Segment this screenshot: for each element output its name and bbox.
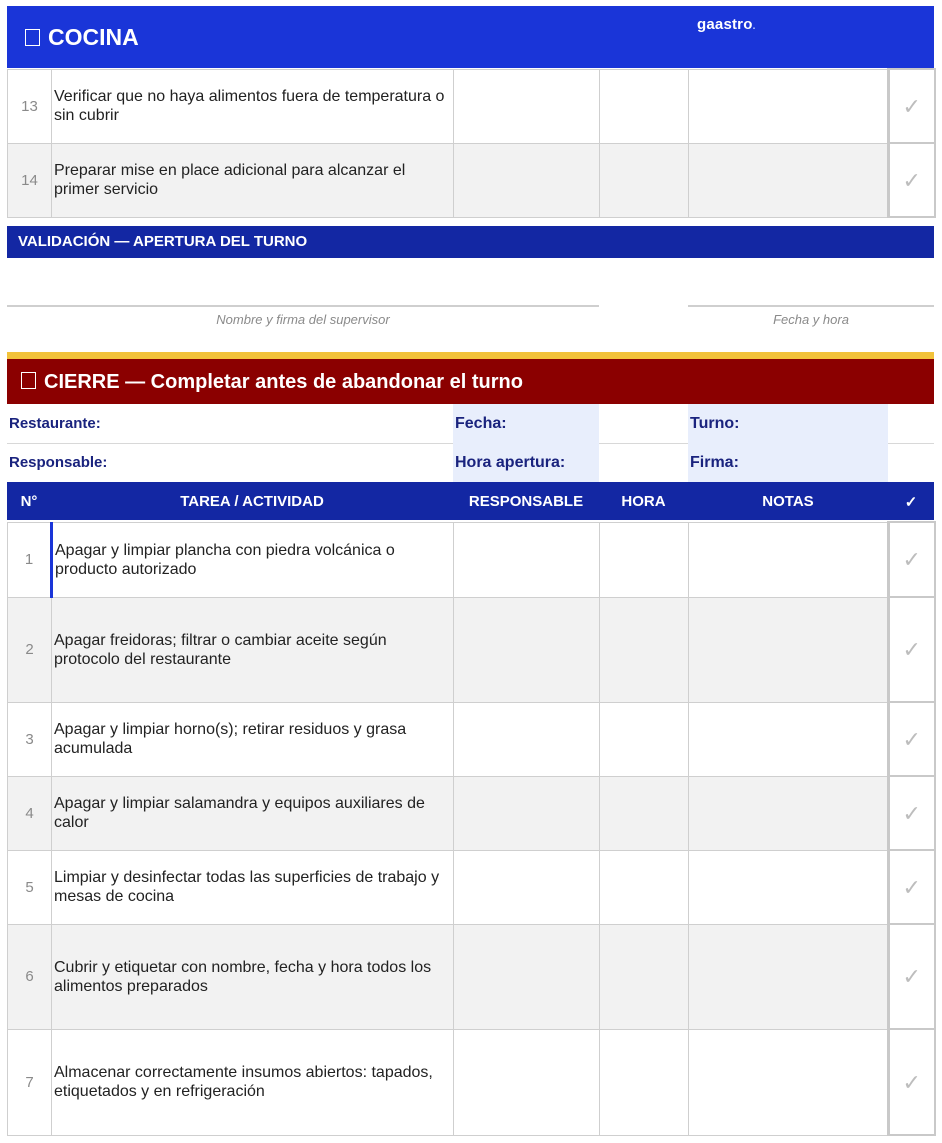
gaastro-logo <box>697 16 756 33</box>
check-box[interactable]: ✓ <box>889 69 935 143</box>
fecha-field: Fecha: <box>453 404 599 443</box>
responsable-cell[interactable] <box>454 1029 600 1135</box>
task-number: 14 <box>8 143 52 217</box>
cocina-section-header <box>7 6 934 68</box>
notas-cell[interactable] <box>689 924 889 1029</box>
responsable-label: Responsable: <box>9 454 108 472</box>
header-num: N° <box>20 493 38 510</box>
cierre-title <box>21 371 523 394</box>
info-row <box>7 443 934 482</box>
hora-apertura-value[interactable] <box>599 443 688 482</box>
header-check: ✓ <box>904 494 918 511</box>
responsable-cell[interactable] <box>454 143 600 217</box>
notas-cell[interactable] <box>689 776 889 850</box>
notas-cell[interactable] <box>689 522 889 597</box>
task-description: Apagar y limpiar horno(s); retirar residuos y grasa acumulada <box>52 702 454 776</box>
task-description: Cubrir y etiquetar con nombre, fecha y hora todos los alimentos preparados <box>52 924 454 1029</box>
hora-cell[interactable] <box>600 1029 689 1135</box>
task-description: Almacenar correctamente insumos abiertos: tapados, etiquetados y en refrigeración <box>52 1029 454 1135</box>
supervisor-signature-line[interactable] <box>7 305 599 307</box>
hora-cell[interactable] <box>600 522 689 597</box>
cierre-title-text: CIERRE — Completar antes de abandonar el turno <box>44 371 523 393</box>
header-notas: NOTAS <box>762 493 814 510</box>
hora-apertura-field: Hora apertura: <box>453 443 599 482</box>
checkbox-icon <box>21 372 36 389</box>
responsable-cell[interactable] <box>454 776 600 850</box>
cierre-info-table <box>7 404 934 482</box>
responsable-cell[interactable] <box>454 702 600 776</box>
responsable-cell[interactable] <box>454 597 600 702</box>
table-row <box>8 143 935 217</box>
hora-cell[interactable] <box>600 597 689 702</box>
firma-field: Firma: <box>688 443 888 482</box>
task-description: Verificar que no haya alimentos fuera de temperatura o sin cubrir <box>52 69 454 143</box>
check-box[interactable]: ✓ <box>889 597 935 702</box>
check-box[interactable]: ✓ <box>889 522 935 597</box>
task-number: 3 <box>8 702 52 776</box>
cocina-title <box>25 24 139 51</box>
table-row <box>8 69 935 143</box>
notas-cell[interactable] <box>689 69 889 143</box>
header-tarea: TAREA / ACTIVIDAD <box>180 493 324 510</box>
check-box[interactable]: ✓ <box>889 850 935 924</box>
check-box[interactable]: ✓ <box>889 776 935 850</box>
cocina-task-table <box>7 68 936 218</box>
hora-cell[interactable] <box>600 143 689 217</box>
task-number: 5 <box>8 850 52 924</box>
supervisor-label: Nombre y firma del supervisor <box>216 312 390 327</box>
table-row <box>8 924 935 1029</box>
validacion-header: VALIDACIÓN — APERTURA DEL TURNO <box>7 226 934 258</box>
hora-cell[interactable] <box>600 776 689 850</box>
turno-value[interactable] <box>888 404 934 443</box>
task-number: 4 <box>8 776 52 850</box>
responsable-cell[interactable] <box>454 69 600 143</box>
check-box[interactable]: ✓ <box>889 143 935 217</box>
fecha-signature-line[interactable] <box>688 305 934 307</box>
restaurante-label: Restaurante: <box>9 414 101 432</box>
logo-dot: . <box>752 21 756 32</box>
responsable-field[interactable] <box>7 443 453 482</box>
notas-cell[interactable] <box>689 597 889 702</box>
notas-cell[interactable] <box>689 1029 889 1135</box>
header-hora: HORA <box>621 493 666 510</box>
notas-cell[interactable] <box>689 850 889 924</box>
task-number: 7 <box>8 1029 52 1135</box>
turno-field: Turno: <box>688 404 888 443</box>
cierre-section-header <box>7 359 934 404</box>
table-row <box>8 850 935 924</box>
table-row <box>8 1029 935 1135</box>
notas-cell[interactable] <box>689 143 889 217</box>
notas-cell[interactable] <box>689 702 889 776</box>
info-row <box>7 404 934 443</box>
cierre-task-table <box>7 521 936 1136</box>
hora-cell[interactable] <box>600 850 689 924</box>
header-responsable: RESPONSABLE <box>468 493 584 510</box>
responsable-cell[interactable] <box>454 924 600 1029</box>
task-number: 2 <box>8 597 52 702</box>
hora-cell[interactable] <box>600 69 689 143</box>
table-row <box>8 597 935 702</box>
table-row <box>8 702 935 776</box>
task-description: Limpiar y desinfectar todas las superficies de trabajo y mesas de cocina <box>52 850 454 924</box>
restaurante-field[interactable] <box>7 404 453 443</box>
fecha-label: Fecha y hora <box>773 312 849 327</box>
check-box[interactable]: ✓ <box>889 1029 935 1135</box>
table-row <box>8 776 935 850</box>
task-description: Apagar y limpiar salamandra y equipos auxiliares de calor <box>52 776 454 850</box>
fecha-value[interactable] <box>599 404 688 443</box>
task-description: Preparar mise en place adicional para alcanzar el primer servicio <box>52 143 454 217</box>
check-box[interactable]: ✓ <box>889 924 935 1029</box>
task-number: 6 <box>8 924 52 1029</box>
task-table-header <box>7 482 934 520</box>
task-description: Apagar y limpiar plancha con piedra volcánica o producto autorizado <box>52 522 454 597</box>
task-number: 1 <box>8 522 52 597</box>
logo-text: gaastro <box>697 16 753 33</box>
task-number: 13 <box>8 69 52 143</box>
checkbox-icon <box>25 29 40 46</box>
cocina-title-text: COCINA <box>48 24 139 50</box>
table-row <box>8 522 935 597</box>
task-description: Apagar freidoras; filtrar o cambiar aceite según protocolo del restaurante <box>52 597 454 702</box>
gold-divider <box>7 352 934 359</box>
hora-cell[interactable] <box>600 924 689 1029</box>
firma-value[interactable] <box>888 443 934 482</box>
responsable-cell[interactable] <box>454 522 600 597</box>
hora-cell[interactable] <box>600 702 689 776</box>
check-box[interactable]: ✓ <box>889 702 935 776</box>
responsable-cell[interactable] <box>454 850 600 924</box>
